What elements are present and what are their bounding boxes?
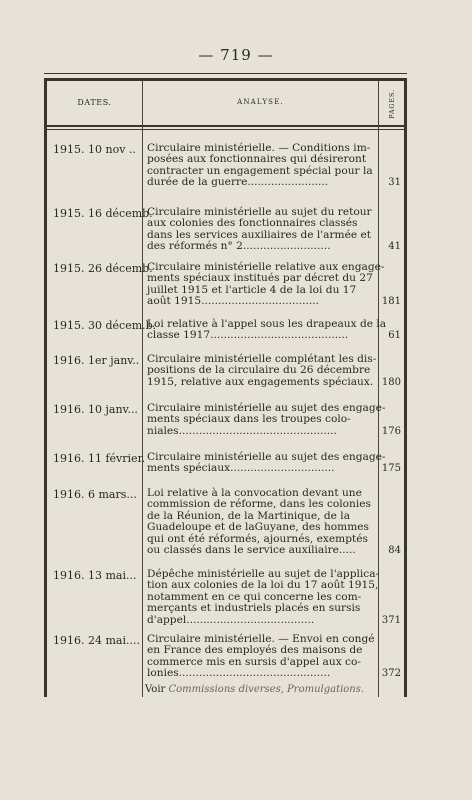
analysis-line: durée de la guerre........................ xyxy=(147,176,329,189)
entry-date: 1915. 30 décem.b. xyxy=(53,319,157,332)
entry-page-number: 31 xyxy=(388,177,401,189)
analysis-line: Circulaire ministérielle relative aux engage- xyxy=(147,261,385,273)
pages-column-divider xyxy=(378,81,379,697)
entry-date: 1915. 26 décemb. xyxy=(53,262,153,275)
analysis-line: 1915, relative aux engagements spéciaux. xyxy=(147,375,374,388)
analysis-line: en France des employés des maisons de xyxy=(147,644,363,657)
table-header xyxy=(47,81,404,127)
entry-analysis xyxy=(147,488,375,556)
analysis-line: Circulaire ministérielle au sujet des engage- xyxy=(147,451,386,463)
see-also-reference: Commissions diverses, Promulgations. xyxy=(168,684,365,695)
header-pages: PAGES. xyxy=(387,89,396,119)
analysis-line: Loi relative à la convocation devant une xyxy=(147,487,362,499)
entry-date: 1915. 10 nov .. xyxy=(53,143,136,156)
analysis-line: Circulaire ministérielle. — Conditions im- xyxy=(147,142,371,154)
see-also-note xyxy=(145,684,364,695)
analysis-line: positions de la circulaire du 26 décembre xyxy=(147,364,371,377)
analysis-line: Guadeloupe et de laGuyane, des hommes xyxy=(147,521,369,534)
entry-page-number: 372 xyxy=(381,668,401,680)
analysis-line: Loi relative à l'appel sous les drapeaux de la xyxy=(147,318,387,330)
analysis-line: ments spéciaux............................... xyxy=(147,462,335,475)
entry-analysis xyxy=(147,261,385,308)
analysis-line: Circulaire ministérielle complétant les dis- xyxy=(147,353,377,365)
analysis-line: ou classés dans le service auxiliaire..... xyxy=(147,544,356,557)
entry-page-number: 180 xyxy=(381,376,401,388)
entry-page-number: 176 xyxy=(381,425,401,437)
analysis-line: Circulaire ministérielle. — Envoi en congé xyxy=(147,633,375,645)
entry-page-number: 41 xyxy=(388,241,401,253)
analysis-line: commission de réforme, dans les colonies xyxy=(147,498,371,511)
entry-analysis xyxy=(147,451,386,475)
header-analyse: ANALYSE. xyxy=(237,98,284,106)
header-dates: DATES. xyxy=(77,98,112,107)
analysis-line: lonies............................................. xyxy=(147,667,331,680)
analysis-line: août 1915................................... xyxy=(147,295,319,308)
index-table xyxy=(44,78,407,697)
analysis-line: qui ont été réformés, ajournés, exemptés xyxy=(147,532,368,545)
analysis-line: des réformés n° 2.......................... xyxy=(147,240,331,253)
entry-analysis xyxy=(147,634,375,680)
entry-date: 1916. 11 février. xyxy=(53,452,146,465)
analysis-line: Circulaire ministérielle au sujet du retour xyxy=(147,206,372,218)
entry-date: 1916. 1er janv.. xyxy=(53,354,140,367)
entry-date: 1916. 24 mai.... xyxy=(53,634,140,647)
entry-analysis xyxy=(147,318,387,342)
analysis-line: tion aux colonies de la loi du 17 août 1915, xyxy=(147,579,379,592)
analysis-line: notamment en ce qui concerne les com- xyxy=(147,590,362,603)
entry-analysis xyxy=(147,568,380,626)
entry-page-number: 84 xyxy=(388,545,401,556)
analysis-line: dans les services auxiliaires de l'armée et xyxy=(147,228,372,241)
entry-analysis xyxy=(147,402,386,437)
entry-page-number: 61 xyxy=(388,330,401,342)
dates-column-divider xyxy=(142,81,143,697)
entry-date: 1915. 16 décemb. xyxy=(53,207,153,220)
see-also-label: Voir xyxy=(145,684,166,695)
analysis-line: commerce mis en sursis d'appel aux co- xyxy=(147,655,361,668)
entry-page-number: 175 xyxy=(381,463,401,475)
analysis-line: de la Réunion, de la Martinique, de la xyxy=(147,509,351,522)
analysis-line: ments spéciaux dans les troupes colo- xyxy=(147,413,351,426)
analysis-line: Circulaire ministérielle au sujet des engage- xyxy=(147,402,386,414)
entry-date: 1916. 10 janv... xyxy=(53,403,138,416)
analysis-line: niales............................................... xyxy=(147,424,337,437)
entry-date: 1916. 6 mars... xyxy=(53,488,137,501)
entry-analysis xyxy=(147,354,375,388)
page-number: — 719 — xyxy=(198,46,274,64)
analysis-line: juillet 1915 et l'article 4 de la loi du 17 xyxy=(147,283,357,296)
analysis-line: contracter un engagement spécial pour la xyxy=(147,164,373,177)
entry-page-number: 181 xyxy=(381,296,401,308)
entry-analysis xyxy=(147,207,375,253)
entry-date: 1916. 13 mai... xyxy=(53,569,137,582)
entry-analysis xyxy=(147,143,375,189)
analysis-line: d'appel...................................... xyxy=(147,613,315,626)
analysis-line: aux colonies des fonctionnaires classés xyxy=(147,217,358,230)
analysis-line: posées aux fonctionnaires qui désireront xyxy=(147,153,367,166)
analysis-line: merçants et industriels placés en sursis xyxy=(147,602,361,615)
analysis-line: Dépêche ministérielle au sujet de l'applica- xyxy=(147,568,380,580)
entry-page-number: 371 xyxy=(381,614,401,626)
analysis-line: ments spéciaux institués par décret du 27 xyxy=(147,272,373,285)
analysis-line: classe 1917......................................... xyxy=(147,329,349,342)
